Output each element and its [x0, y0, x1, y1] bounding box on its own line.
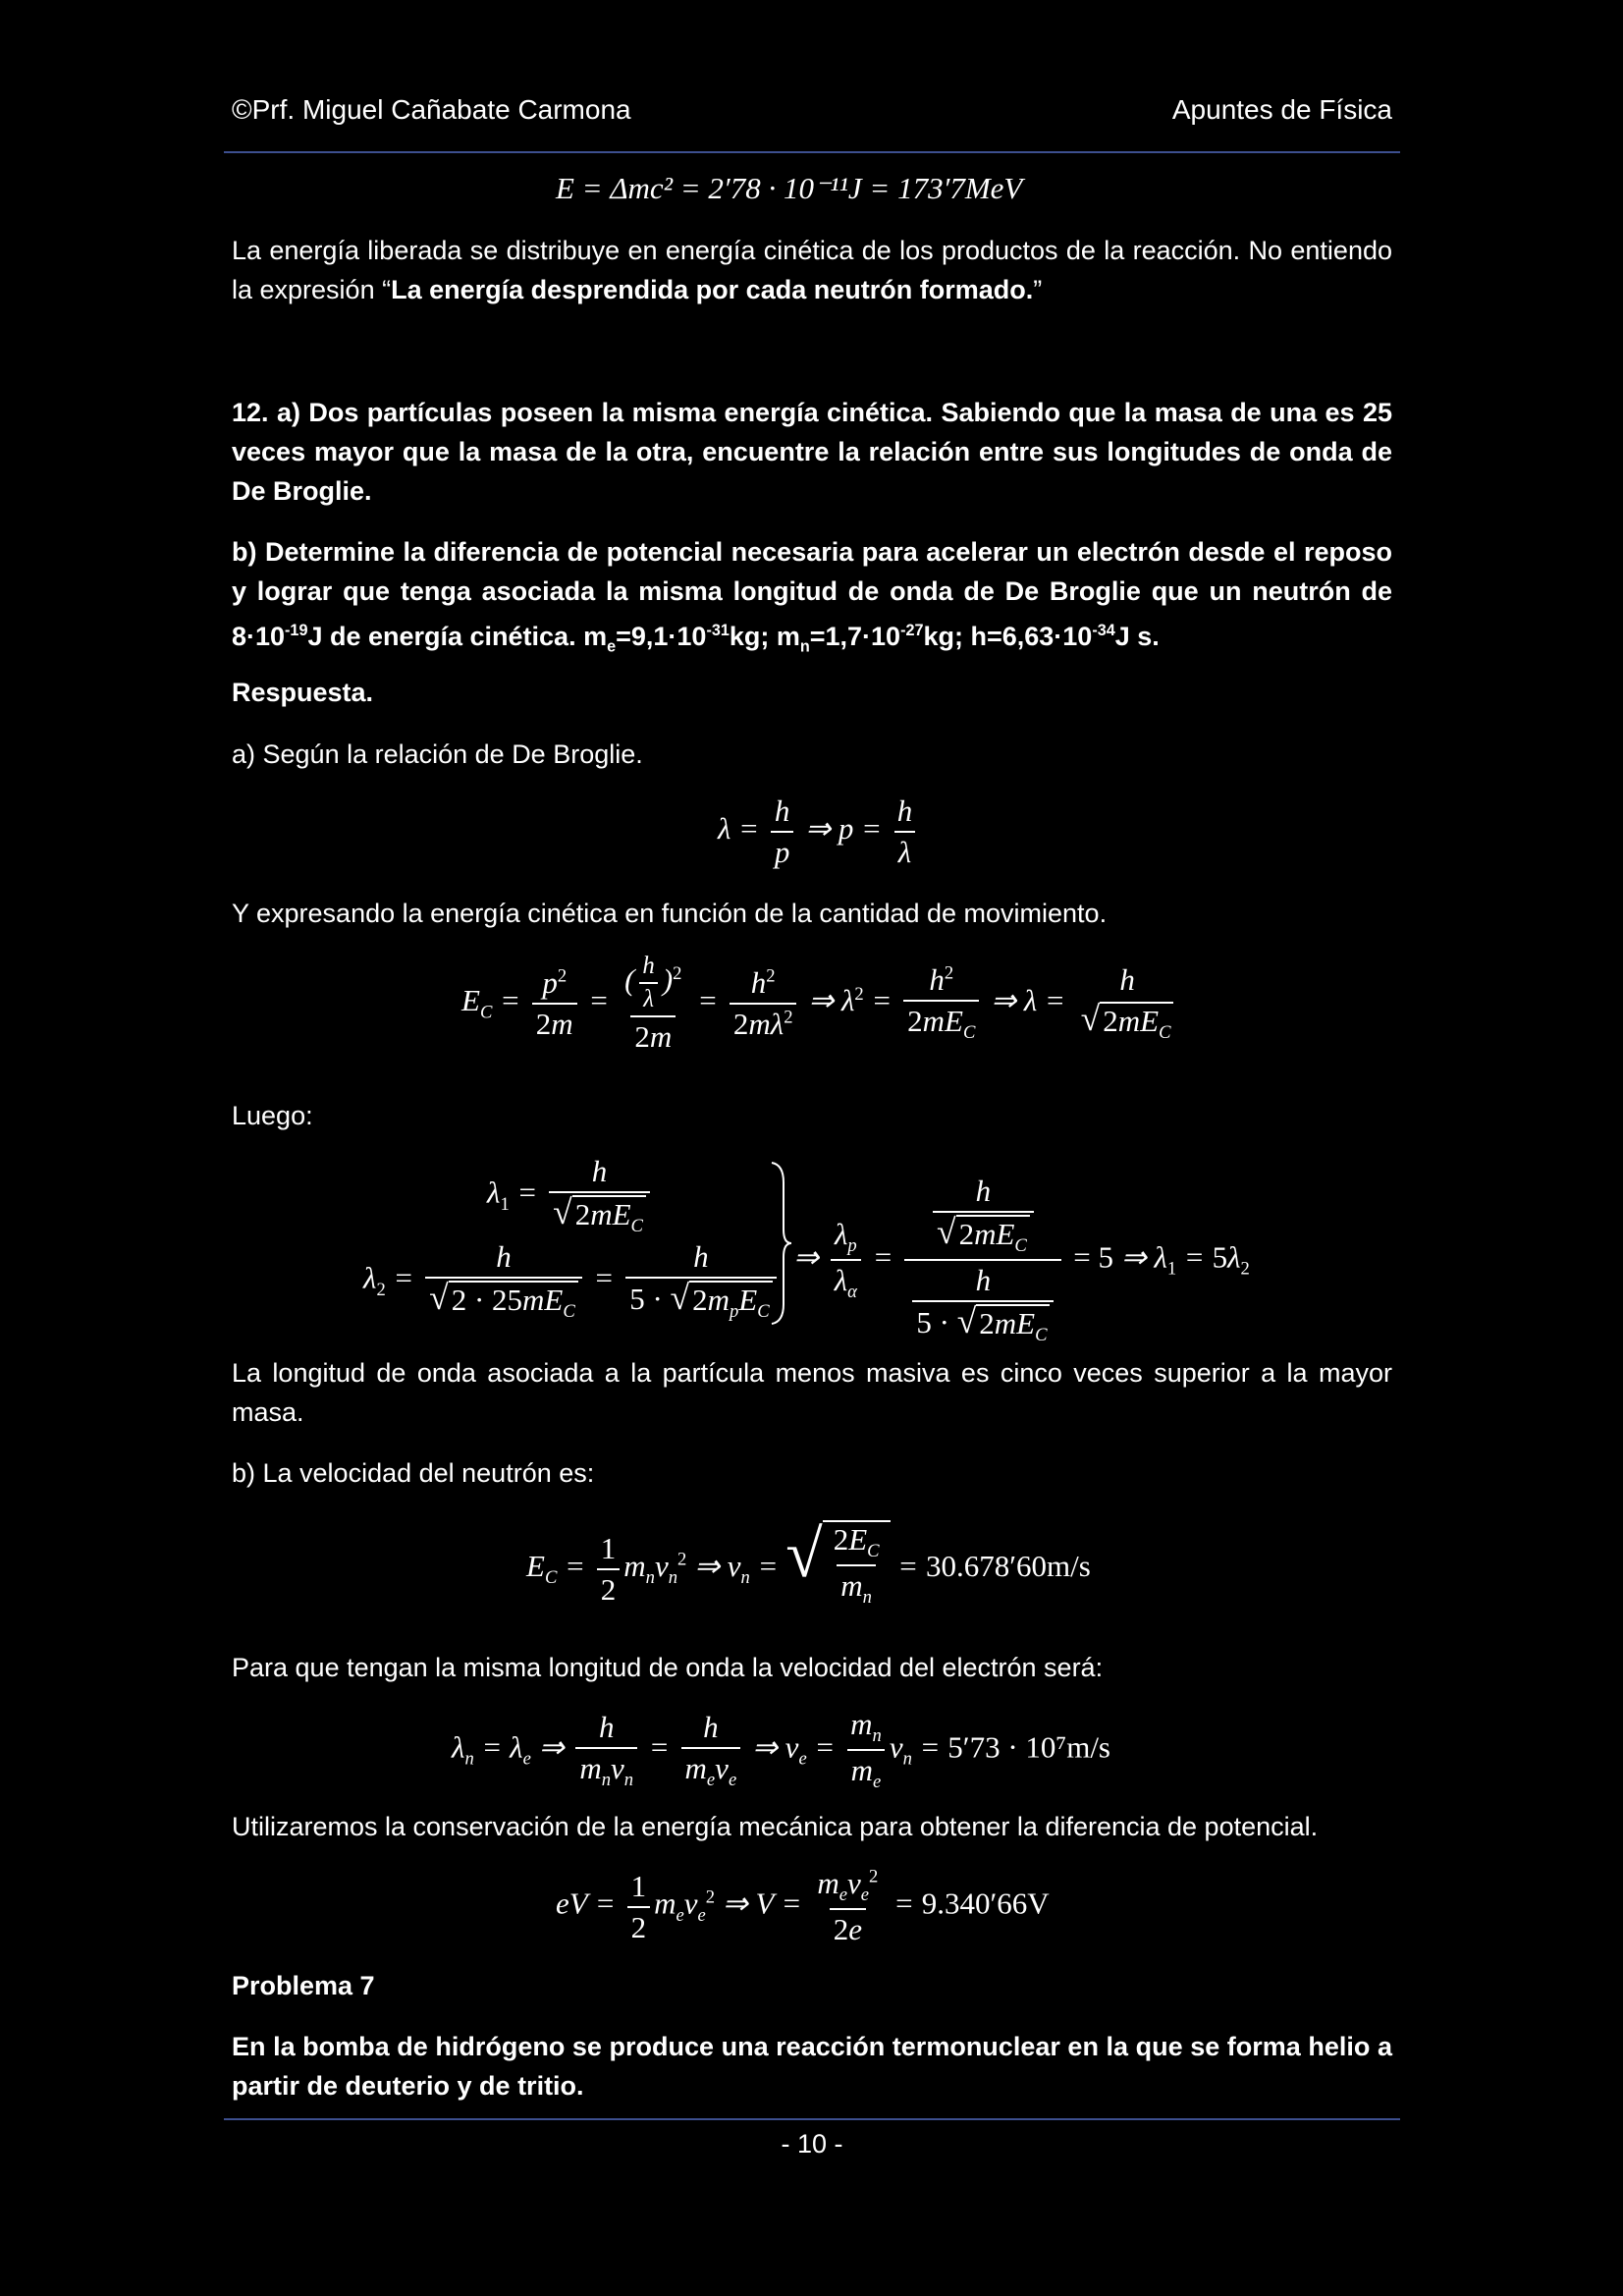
equation-potential: eV = $\frac{1}{2}$ $m_ev_e^2$ ⇒ V = $\frac{m_ev_e^2}{2e}$ = 9.340′66V [556, 1866, 1050, 1947]
part-a-conclusion: La longitud de onda asociada a la partícula menos masiva es cinco veces superior a la mayor masa. [232, 1358, 1392, 1427]
part-b-intro: b) La velocidad del neutrón es: [232, 1458, 595, 1488]
footer-rule [224, 2118, 1400, 2120]
equation-lambda-ratio: ⇒ $\frac{\lambda_p}{\lambda_\alpha}$ = h √ $2mE_C$ h 5 · √ $2mE_C$ = 5 ⇒ $\lambda_1 = 5\lambda_2$ [793, 1174, 1250, 1346]
equation-de-broglie: λ = $\frac{h}{p}$ ⇒ p = $\frac{h}{\lambda}$ [718, 793, 920, 870]
header-rule [224, 151, 1400, 153]
page-number: - 10 - [781, 2129, 843, 2159]
problema-7-text: En la bomba de hidrógeno se produce una reacción termonuclear en la que se forma helio a partir de deuterio y de tritio. [232, 2032, 1392, 2101]
problema-7-heading: Problema 7 [232, 1971, 375, 2000]
question-12b: b) Determine la diferencia de potencial necesaria para acelerar un electrón desde el reposo y lograr que tenga asociada la misma longitud de onda de De Broglie que un neutrón de $8\cdot 10^{-19}J$ de energía cinética. $m_e=9,1\cdot 10^{-31}kg$; $m_n=1,7\cdot 10^{-27}kg$; $h=6,63\cdot 10^{-34}J$ s. [232, 537, 1392, 656]
part-b-energy-text: Utilizaremos la conservación de la energía mecánica para obtener la diferencia de potencial. [232, 1812, 1319, 1841]
equation-lambda2: $\lambda_2$ = h √ $2 \cdot 25mE_C$ = h 5 · √ $2m_pE_C$ [363, 1239, 781, 1323]
author-name: ©Prf. Miguel Cañabate Carmona [232, 94, 631, 125]
part-a-energy-text: Y expresando la energía cinética en función de la cantidad de movimiento. [232, 899, 1108, 928]
equation-energy: E = Δmc² = 2′78 · 10⁻¹¹J = 173′7MeV [556, 171, 1023, 205]
right-brace [770, 1161, 793, 1326]
paragraph-energy: La energía liberada se distribuye en energía cinética de los productos de la reacción. No entiendo la expresión “La energía desprendida por cada neutrón formado.” [232, 236, 1392, 304]
question-12a: 12. a) Dos partículas poseen la misma energía cinética. Sabiendo que la masa de una es 25 veces mayor que la masa de la otra, encuentre la relación entre sus longitudes de onda de De Broglie. [232, 398, 1392, 506]
page-header [232, 94, 1392, 134]
equation-neutron-velocity: $E_C$ = $\frac{1}{2}$ $m_nv_n^2$ ⇒ $v_n$ = √ $\frac{2E_C}{m_n}$ = 30.678′60m/s [526, 1516, 1091, 1609]
equation-lambda1: $\lambda_1$ = h √ $2mE_C$ [487, 1154, 654, 1237]
course-title: Apuntes de Física [1171, 94, 1392, 125]
equation-electron-velocity: $\lambda_n = \lambda_e$ ⇒ $\frac{h}{m_nv_n}$ = $\frac{h}{m_ev_e}$ ⇒ $v_e$ = $\frac{m_n}{m_e}$ $v_n = 5'73 \cdot 10^7m/s$ [452, 1707, 1110, 1793]
part-b-same-wavelength: Para que tengan la misma longitud de onda la velocidad del electrón será: [232, 1653, 1104, 1682]
luego-label: Luego: [232, 1101, 313, 1130]
part-a-intro: a) Según la relación de De Broglie. [232, 739, 643, 769]
respuesta-heading: Respuesta. [232, 678, 374, 707]
document-page [232, 0, 1392, 2296]
equation-kinetic-energy: $E_C$ = $\frac{p^2}{2m}$ = ( $\frac{h}{\lambda}$ )$^2$ 2m = $\frac{h^2}{2m\lambda^2}$ ⇒ $\lambda^2$ = $\frac{h^2}{2mE_C}$ ⇒ λ = h √ $2mE_C$ [461, 953, 1181, 1055]
